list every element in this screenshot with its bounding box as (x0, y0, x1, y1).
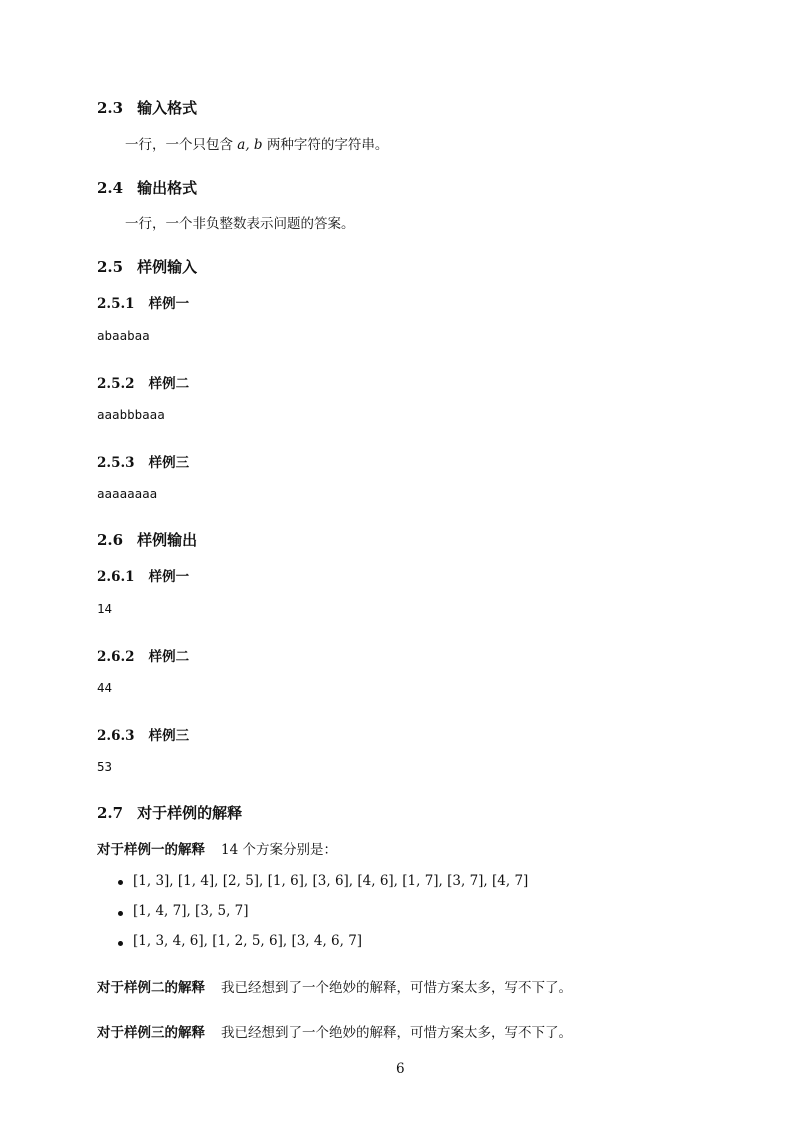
paragraph-text: 两种字符的字符串。 (262, 137, 389, 153)
subsection-title: 样例一 (148, 296, 190, 312)
subsection-title: 样例三 (148, 455, 190, 471)
bullet-marker (118, 941, 123, 946)
section-number: 2.3 (97, 99, 124, 117)
sample-output-2: 44 (97, 680, 113, 695)
subsection-number: 2.6.1 (97, 569, 135, 585)
section-title: 输出格式 (137, 179, 198, 197)
input-format-paragraph (125, 133, 388, 153)
section-heading-2-7 (97, 802, 242, 823)
subsection-number: 2.5.3 (97, 455, 135, 471)
explanation-text: 我已经想到了一个绝妙的解释，可惜方案太多，写不下了。 (221, 980, 572, 996)
section-number: 2.5 (97, 258, 124, 276)
section-title: 对于样例的解释 (137, 804, 243, 822)
explanation-text: 14 个方案分别是： (221, 842, 337, 858)
subsection-heading-2-6-3 (97, 724, 189, 744)
bullet-marker (118, 880, 123, 885)
subsection-title: 样例一 (148, 569, 190, 585)
subsection-title: 样例三 (148, 728, 190, 744)
explanation-3 (97, 1021, 572, 1041)
subsection-heading-2-6-2 (97, 645, 189, 665)
sample-input-2: aaabbbaaa (97, 407, 165, 422)
section-number: 2.7 (97, 804, 124, 822)
bullet-item-3: [1, 3, 4, 6], [1, 2, 5, 6], [3, 4, 6, 7] (133, 933, 363, 949)
subsection-heading-2-5-2 (97, 372, 189, 392)
explanation-2 (97, 976, 572, 996)
section-title: 输入格式 (137, 99, 198, 117)
section-heading-2-5 (97, 256, 197, 277)
paragraph-text: 一行，一个只包含 (125, 137, 238, 153)
sample-input-3: aaaaaaaa (97, 486, 158, 501)
sample-output-3: 53 (97, 759, 113, 774)
page-number: 6 (396, 1061, 405, 1077)
subsection-number: 2.6.2 (97, 649, 135, 665)
sample-input-1: abaabaa (97, 328, 150, 343)
section-heading-2-6 (97, 529, 197, 550)
section-title: 样例输出 (137, 531, 198, 549)
math-expression: a, b (237, 137, 263, 153)
section-number: 2.4 (97, 179, 124, 197)
explanation-label: 对于样例三的解释 (97, 1025, 205, 1041)
sample-output-1: 14 (97, 601, 113, 616)
subsection-title: 样例二 (148, 649, 190, 665)
explanation-label: 对于样例一的解释 (97, 842, 205, 858)
subsection-number: 2.5.1 (97, 296, 135, 312)
section-title: 样例输入 (137, 258, 198, 276)
output-format-paragraph: 一行，一个非负整数表示问题的答案。 (125, 216, 355, 232)
section-heading-2-4 (97, 177, 197, 198)
section-heading-2-3 (97, 97, 197, 118)
subsection-heading-2-5-1 (97, 292, 189, 312)
explanation-1 (97, 838, 337, 858)
subsection-title: 样例二 (148, 376, 190, 392)
bullet-marker (118, 911, 123, 916)
section-number: 2.6 (97, 531, 124, 549)
subsection-heading-2-6-1 (97, 565, 189, 585)
subsection-heading-2-5-3 (97, 451, 189, 471)
bullet-item-1: [1, 3], [1, 4], [2, 5], [1, 6], [3, 6], [4, 6], [1, 7], [3, 7], [4, 7] (133, 873, 529, 889)
subsection-number: 2.6.3 (97, 728, 135, 744)
explanation-label: 对于样例二的解释 (97, 980, 205, 996)
subsection-number: 2.5.2 (97, 376, 135, 392)
explanation-text: 我已经想到了一个绝妙的解释，可惜方案太多，写不下了。 (221, 1025, 572, 1041)
bullet-item-2: [1, 4, 7], [3, 5, 7] (133, 903, 249, 919)
